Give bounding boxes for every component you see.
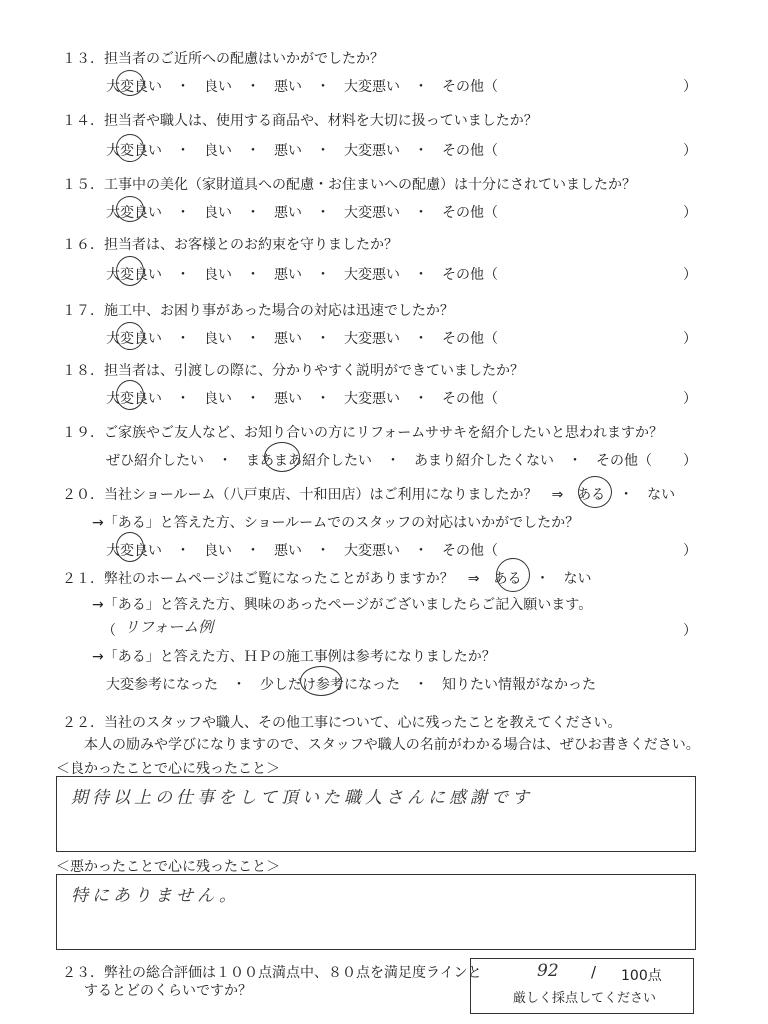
score-slash: / (591, 963, 597, 981)
rating-options-20[interactable]: 大変良い ・ 良い ・ 悪い ・ 大変悪い ・ その他（ (106, 543, 498, 559)
question-14: １４．担当者や職人は、使用する商品や、材料を大切に扱っていましたか？ (62, 113, 538, 129)
answer-circle-mark (116, 380, 144, 410)
rating-options-15[interactable]: 大変良い ・ 良い ・ 悪い ・ 大変悪い ・ その他（ (106, 205, 498, 221)
close-paren: ） (683, 205, 697, 221)
recommend-options[interactable]: ぜひ紹介したい ・ まあまあ紹介したい ・ あまり紹介したくない ・ その他（ (106, 453, 652, 469)
question-21: ２１．弊社のホームページはご覧になったことがありますか？ ⇒ ある ・ ない (62, 571, 592, 587)
rating-options-17[interactable]: 大変良い ・ 良い ・ 悪い ・ 大変悪い ・ その他（ (106, 331, 498, 347)
score-note: 厳しく採点してください (513, 991, 657, 1006)
question-22-note: 本人の励みや学びになりますので、スタッフや職人の名前がわかる場合は、ぜひお書きください。 (84, 737, 700, 753)
question-16: １６．担当者は、お客様とのお約束を守りましたか？ (62, 237, 398, 253)
question-15: １５．工事中の美化（家財道具への配慮・お住まいへの配慮）は十分にされていましたか？ (62, 177, 636, 193)
question-19: １９．ご家族やご友人など、お知り合いの方にリフォームササキを紹介したいと思われますか？ (62, 425, 664, 441)
answer-circle-mark (496, 558, 530, 592)
answer-circle-mark (116, 196, 144, 222)
good-comment-box[interactable] (56, 776, 696, 852)
handwritten-page-answer[interactable]: リフォーム例 (124, 618, 214, 636)
answer-circle-mark (264, 442, 300, 472)
bad-comment-box[interactable] (56, 874, 696, 950)
close-paren: ） (683, 331, 697, 347)
question-13: １３．担当者のご近所への配慮はいかがでしたか？ (62, 51, 384, 67)
case-study-followup: →「ある」と答えた方、ＨＰの施工事例は参考になりましたか？ (92, 649, 496, 665)
answer-circle-mark (578, 476, 612, 508)
bad-comment-text: 特にありません。 (71, 886, 241, 906)
good-comment-text: 期待以上の仕事をして頂いた職人さんに感謝です (71, 788, 533, 808)
close-paren: ） (683, 543, 697, 559)
answer-circle-mark (116, 70, 144, 96)
close-paren: ） (683, 453, 697, 469)
answer-circle-mark (116, 134, 144, 162)
answer-circle-mark (116, 322, 144, 350)
question-17: １７．施工中、お困り事があった場合の対応は迅速でしたか？ (62, 303, 454, 319)
good-comment-label: ＜良かったことで心に残ったこと＞ (56, 761, 280, 777)
close-paren: ） (683, 623, 697, 639)
question-23-line2: するとどのくらいですか？ (84, 983, 252, 999)
answer-circle-mark (116, 256, 144, 286)
close-paren: ） (683, 79, 697, 95)
rating-options-13[interactable]: 大変良い ・ 良い ・ 悪い ・ 大変悪い ・ その他（ (106, 79, 498, 95)
answer-circle-mark (300, 666, 342, 696)
bad-comment-label: ＜悪かったことで心に残ったこと＞ (56, 859, 280, 875)
case-study-options[interactable]: 大変参考になった ・ 少しだけ参考になった ・ 知りたい情報がなかった (106, 677, 596, 693)
score-value: 92 (537, 961, 559, 981)
question-23-line1: ２３．弊社の総合評価は１００点満点中、８０点を満足度ラインと (62, 965, 482, 981)
question-22: ２２．当社のスタッフや職人、その他工事について、心に残ったことを教えてください。 (62, 715, 622, 731)
open-paren: （ (102, 623, 116, 639)
showroom-followup: →「ある」と答えた方、ショールームでのスタッフの対応はいかがでしたか？ (92, 515, 580, 531)
close-paren: ） (683, 391, 697, 407)
score-max: 100点 (621, 968, 662, 984)
rating-options-18[interactable]: 大変良い ・ 良い ・ 悪い ・ 大変悪い ・ その他（ (106, 391, 498, 407)
answer-circle-mark (116, 532, 144, 562)
rating-options-16[interactable]: 大変良い ・ 良い ・ 悪い ・ 大変悪い ・ その他（ (106, 267, 498, 283)
homepage-followup: →「ある」と答えた方、興味のあったページがございましたらご記入願います。 (92, 597, 593, 613)
close-paren: ） (683, 143, 697, 159)
close-paren: ） (683, 267, 697, 283)
rating-options-14[interactable]: 大変良い ・ 良い ・ 悪い ・ 大変悪い ・ その他（ (106, 143, 498, 159)
question-20: ２０．当社ショールーム（八戸東店、十和田店）はご利用になりましたか？ ⇒ ある ・ ない (62, 487, 676, 503)
score-box[interactable] (470, 958, 694, 1014)
question-18: １８．担当者は、引渡しの際に、分かりやすく説明ができていましたか？ (62, 363, 524, 379)
